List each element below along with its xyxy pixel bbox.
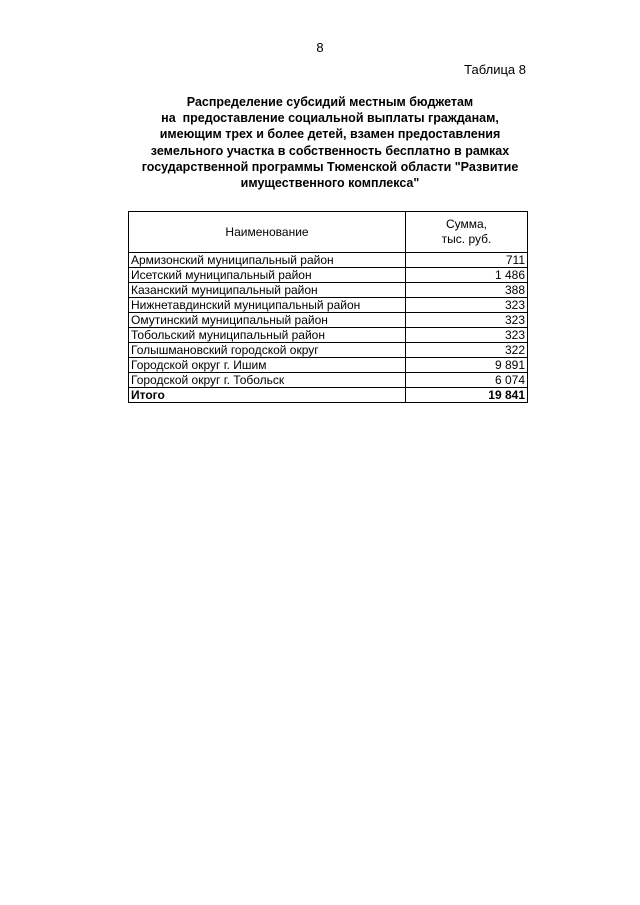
header-name: Наименование (129, 212, 406, 253)
document-title (120, 94, 540, 191)
title-line: государственной программы Тюменской области "Развитие (141, 159, 519, 174)
row-name: Казанский муниципальный район (129, 283, 406, 298)
title-line: имеющим трех и более детей, взамен предоставления (159, 127, 501, 142)
row-sum: 388 (406, 283, 528, 298)
title-line: имущественного комплекса" (240, 176, 420, 191)
header-sum (406, 212, 528, 253)
total-row (129, 388, 528, 403)
table-row (129, 283, 528, 298)
page-number: 8 (316, 40, 324, 55)
title-line: земельного участка в собственность бесплатно в рамках (150, 143, 510, 158)
table-label: Таблица 8 (464, 62, 526, 77)
row-name: Исетский муниципальный район (129, 268, 406, 283)
row-sum: 323 (406, 313, 528, 328)
row-sum: 1 486 (406, 268, 528, 283)
title-line: на предоставление социальной выплаты гражданам, (161, 111, 499, 126)
row-name: Тобольский муниципальный район (129, 328, 406, 343)
row-sum: 323 (406, 328, 528, 343)
row-name: Голышмановский городской округ (129, 343, 406, 358)
table-row (129, 253, 528, 268)
row-name: Городской округ г. Тобольск (129, 373, 406, 388)
total-label: Итого (129, 388, 406, 403)
table-row (129, 298, 528, 313)
table-row (129, 343, 528, 358)
header-sum-line: тыс. руб. (441, 232, 492, 246)
row-sum: 9 891 (406, 358, 528, 373)
header-sum-line: Сумма, (445, 217, 488, 231)
row-name: Городской округ г. Ишим (129, 358, 406, 373)
row-name: Армизонский муниципальный район (129, 253, 406, 268)
row-sum: 323 (406, 298, 528, 313)
row-sum: 322 (406, 343, 528, 358)
table-row (129, 373, 528, 388)
table-row (129, 313, 528, 328)
table-row (129, 268, 528, 283)
row-sum: 6 074 (406, 373, 528, 388)
total-sum: 19 841 (406, 388, 528, 403)
table-header-row (129, 212, 528, 253)
title-line: Распределение субсидий местным бюджетам (186, 95, 474, 109)
row-name: Нижнетавдинский муниципальный район (129, 298, 406, 313)
table-row (129, 328, 528, 343)
row-name: Омутинский муниципальный район (129, 313, 406, 328)
table-row (129, 358, 528, 373)
row-sum: 711 (406, 253, 528, 268)
subsidy-table (128, 211, 528, 403)
